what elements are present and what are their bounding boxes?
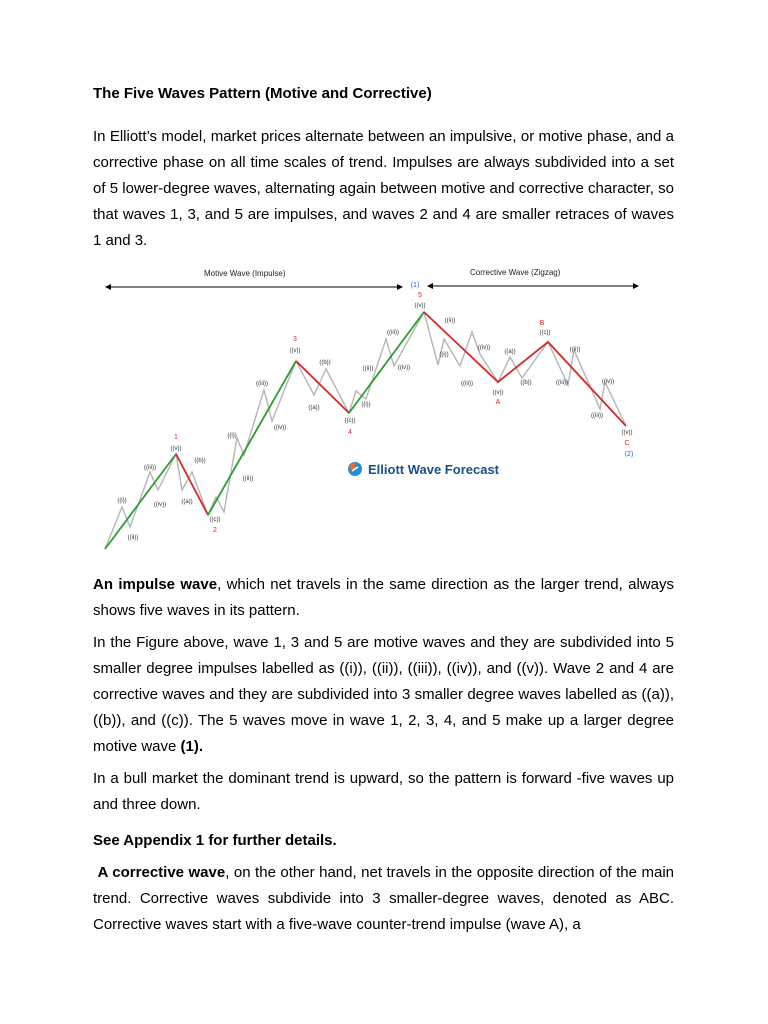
wave-b-label: B xyxy=(539,320,545,327)
wave-1-label: 1 xyxy=(174,434,178,441)
wave-4-label: 4 xyxy=(348,429,352,436)
subwave-zigzags xyxy=(105,312,626,549)
motive-header: Motive Wave (Impulse) xyxy=(204,269,286,278)
svg-text:((i)): ((i)) xyxy=(227,433,237,439)
svg-text:((iii)): ((iii)) xyxy=(256,381,268,387)
svg-text:((i)): ((i)) xyxy=(361,402,371,408)
wave-c-degree: (2) xyxy=(624,451,634,458)
wave-c-label: C xyxy=(624,440,630,447)
wave-b-sub: ((c)) xyxy=(539,330,551,336)
svg-text:((a)): ((a)) xyxy=(308,405,320,411)
wave-2-label: 2 xyxy=(213,527,217,534)
impulse-term: An impulse wave xyxy=(93,576,218,593)
section-title: The Five Waves Pattern (Motive and Corrective) xyxy=(93,85,432,102)
bull-market-paragraph: In a bull market the dominant trend is upward, so the pattern is forward -five waves up and three down. xyxy=(93,770,674,813)
svg-text:((iv)): ((iv)) xyxy=(397,365,411,371)
svg-text:((b)): ((b)) xyxy=(520,380,532,386)
corrective-text: , on the other hand, net travels in the opposite direction of the main trend. Corrective waves subdivide into 3 smaller-degree waves, denoted as ABC. Corrective waves start with a five-wave counter-trend impulse (wave A), a xyxy=(93,864,674,933)
figure-explanation-text: In the Figure above, wave 1, 3 and 5 are motive waves and they are subdivided into 5 smaller degree impulses labelled as ((i)), ((ii)), ((iii)), ((iv)), and ((v)). Wave 2 and 4 are corrective waves and they are subdivided into 3 smaller degree waves labelled as ((a)), ((b)), and ((c)). The 5 waves move in wave 1, 2, 3, 4, and 5 make up a larger degree motive wave xyxy=(93,634,674,755)
intro-paragraph: In Elliott’s model, market prices alternate between an impulsive, or motive phase, and a corrective phase on all time scales of trend. Impulses are always subdivided into a set of 5 lower-degree waves, alternating again between motive and corrective character, so that waves 1, 3, and 5 are impulses, and waves 2 and 4 are smaller retraces of waves 1 and 3. xyxy=(93,128,674,249)
corrective-paragraph xyxy=(93,860,674,938)
svg-text:((b)): ((b)) xyxy=(319,360,331,366)
wave-5-sub: ((v)) xyxy=(414,303,426,309)
svg-text:((b)): ((b)) xyxy=(194,458,206,464)
svg-text:((ii)): ((ii)) xyxy=(444,318,456,324)
svg-text:((iv)): ((iv)) xyxy=(273,425,287,431)
corrective-header: Corrective Wave (Zigzag) xyxy=(470,268,561,277)
wave-2-sub: ((c)) xyxy=(209,517,221,523)
figure-explanation-paragraph xyxy=(93,630,674,760)
wave-4-sub: ((c)) xyxy=(344,418,356,424)
wave-3-label: 3 xyxy=(293,336,297,343)
svg-text:((a)): ((a)) xyxy=(181,499,193,505)
svg-text:((a)): ((a)) xyxy=(504,349,516,355)
corrective-term: A corrective wave xyxy=(97,864,226,881)
wave-1-sub: ((v)) xyxy=(170,446,182,452)
svg-text:((i)): ((i)) xyxy=(439,352,449,358)
main-waves xyxy=(105,312,626,549)
svg-text:((iii)): ((iii)) xyxy=(144,465,156,471)
top-degree-label: (1) xyxy=(410,282,420,289)
svg-text:((iii)): ((iii)) xyxy=(591,413,603,419)
svg-text:((ii)): ((ii)) xyxy=(569,347,581,353)
figure-explanation-bold: (1). xyxy=(180,738,204,755)
svg-text:((ii)): ((ii)) xyxy=(362,366,374,372)
subwave-labels xyxy=(117,318,614,541)
svg-text:((i)): ((i)) xyxy=(117,498,127,504)
elliott-wave-figure xyxy=(100,262,645,560)
svg-text:((ii)): ((ii)) xyxy=(127,535,139,541)
brand-name: Elliott Wave Forecast xyxy=(368,462,499,477)
impulse-text: , which net travels in the same direction as the larger trend, always shows five waves in its pattern. xyxy=(93,576,674,619)
svg-text:((iv)): ((iv)) xyxy=(601,379,615,385)
svg-text:((iv)): ((iv)) xyxy=(153,502,167,508)
wave-c-sub: ((v)) xyxy=(621,430,633,436)
svg-text:((iii)): ((iii)) xyxy=(461,381,473,387)
svg-text:((iv)): ((iv)) xyxy=(477,345,491,351)
wave-a-label: A xyxy=(495,399,501,406)
svg-text:((iii)): ((iii)) xyxy=(556,380,568,386)
wave-3-sub: ((v)) xyxy=(289,348,301,354)
impulse-paragraph xyxy=(93,572,674,624)
wave-a-sub: ((v)) xyxy=(492,390,504,396)
svg-text:((iii)): ((iii)) xyxy=(387,330,399,336)
appendix-note: See Appendix 1 for further details. xyxy=(93,832,337,849)
wave-5-label: 5 xyxy=(418,292,422,299)
svg-text:((ii)): ((ii)) xyxy=(242,476,254,482)
elliott-wave-forecast-logo xyxy=(348,462,500,477)
